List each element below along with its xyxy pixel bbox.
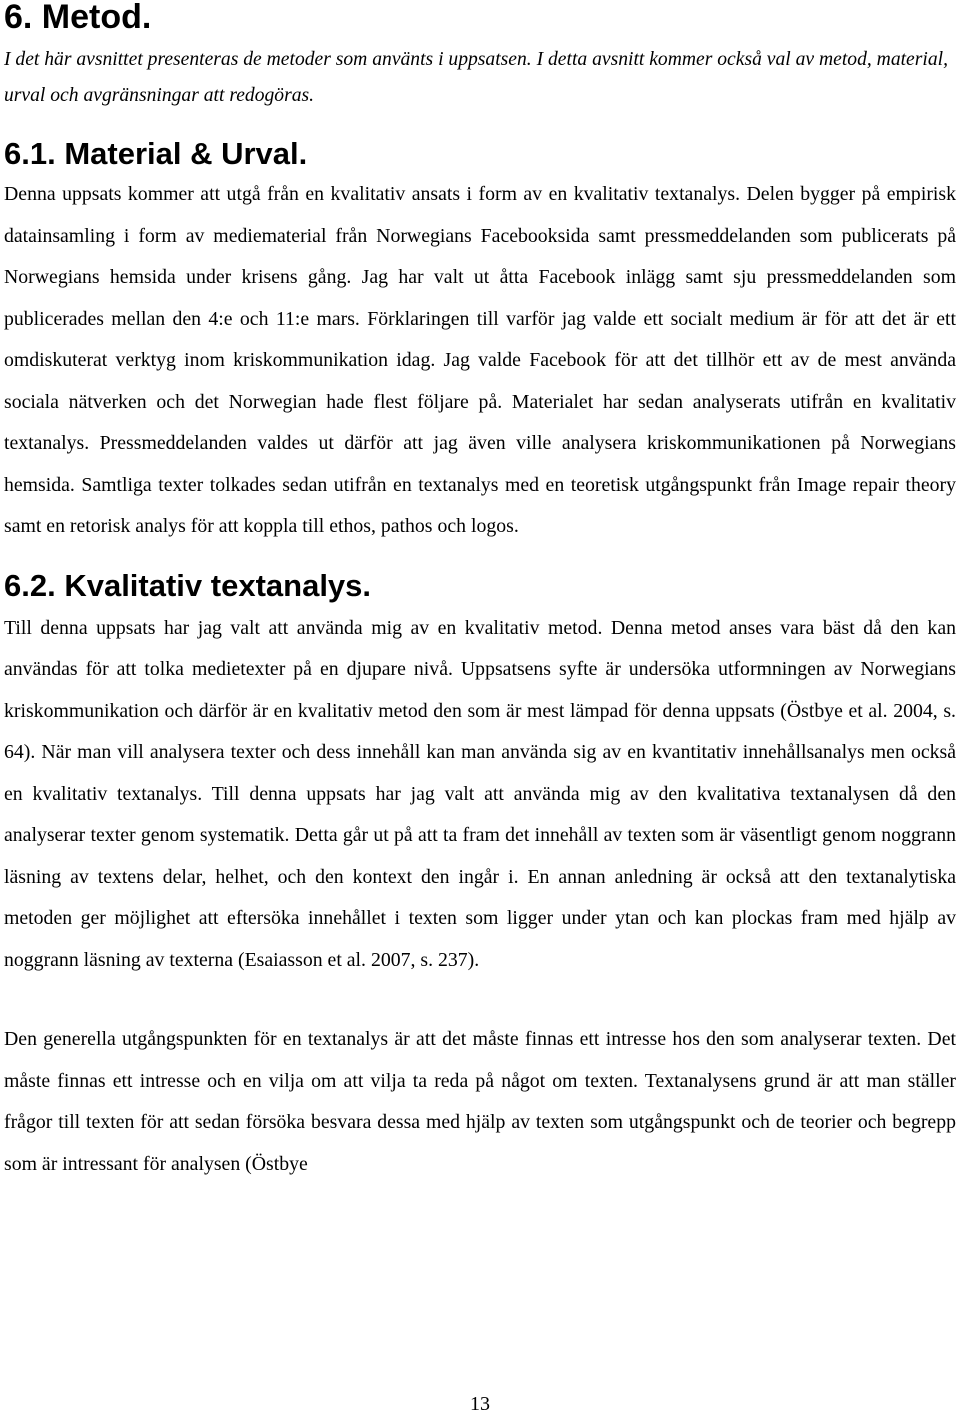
intro-paragraph: I det här avsnittet presenteras de metoder som använts i uppsatsen. I detta avsnitt kommer också val av metod, material, urval och avgränsningar att redogöras. [4,49,948,106]
kvalitativ-paragraph: Till denna uppsats har jag valt att använda mig av en kvalitativ metod. Denna metod anses vara bäst då den kan användas för att tolka medietexter på en djupare nivå. Uppsatsens syfte är undersöka utformningen av Norwegians kriskommunikation och därför är en kvalitativ metod den som är mest lämpad för denna uppsats (Östbye et al. 2004, s. 64). När man vill analysera texter och dess innehåll kan man använda sig av en kvantitativ innehållsanalys men också en kvalitativ textanalys. Till denna uppsats har jag valt att använda mig av den kvalitativa textanalysen då den analyserar texter genom systematik. Detta går ut på att ta fram det innehåll av texten som är väsentligt genom noggrann läsning av textens delar, helhet, och den kontext den ingår i. En annan anledning är också att den textanalytiska metoden ger möjlighet att eftersöka innehållet i texten som ligger under ytan och kan plockas fram med hjälp av noggrann läsning av texterna (Esaiasson et al. 2007, s. 237). [4,616,956,971]
section-heading-material-urval: 6.1. Material & Urval. [4,136,308,171]
page-number: 13 [470,1393,490,1415]
generella-paragraph: Den generella utgångspunkten för en textanalys är att det måste finnas ett intresse hos den som analyserar texten. Det måste finnas ett intresse och en vilja om att vilja ta reda på något om texten. Textanalysens grund är att man ställer frågor till texten för att sedan försöka besvara dessa med hjälp av texten som utgångspunkt och de teorier och begrepp som är intressant för analysen (Östbye [4,1028,956,1175]
document-page [4,0,956,1185]
section-heading-metod: 6. Metod. [4,0,152,36]
material-paragraph: Denna uppsats kommer att utgå från en kvalitativ ansats i form av en kvalitativ textanalys. Delen bygger på empirisk datainsamling i form av mediematerial från Norwegians Facebooksida samt pressmeddelanden som publicerats på Norwegians hemsida under krisens gång. Jag har valt ut åtta Facebook inlägg samt sju pressmeddelanden som publicerades mellan den 4:e och 11:e mars. Förklaringen till varför jag valde ett socialt medium är för att det är ett omdiskuterat verktyg inom kriskommunikation idag. Jag valde Facebook för att det tillhör ett av de mest använda sociala nätverken och det Norwegian hade flest följare på. Materialet har sedan analyserats utifrån en kvalitativ textanalys. Pressmeddelanden valdes ut därför att jag även ville analysera kriskommunikationen på Norwegians hemsida. Samtliga texter tolkades sedan utifrån en textanalys med en teoretisk utgångspunkt från Image repair theory samt en retorisk analys för att koppla till ethos, pathos och logos. [4,183,956,537]
section-heading-kvalitativ-textanalys: 6.2. Kvalitativ textanalys. [4,567,372,603]
